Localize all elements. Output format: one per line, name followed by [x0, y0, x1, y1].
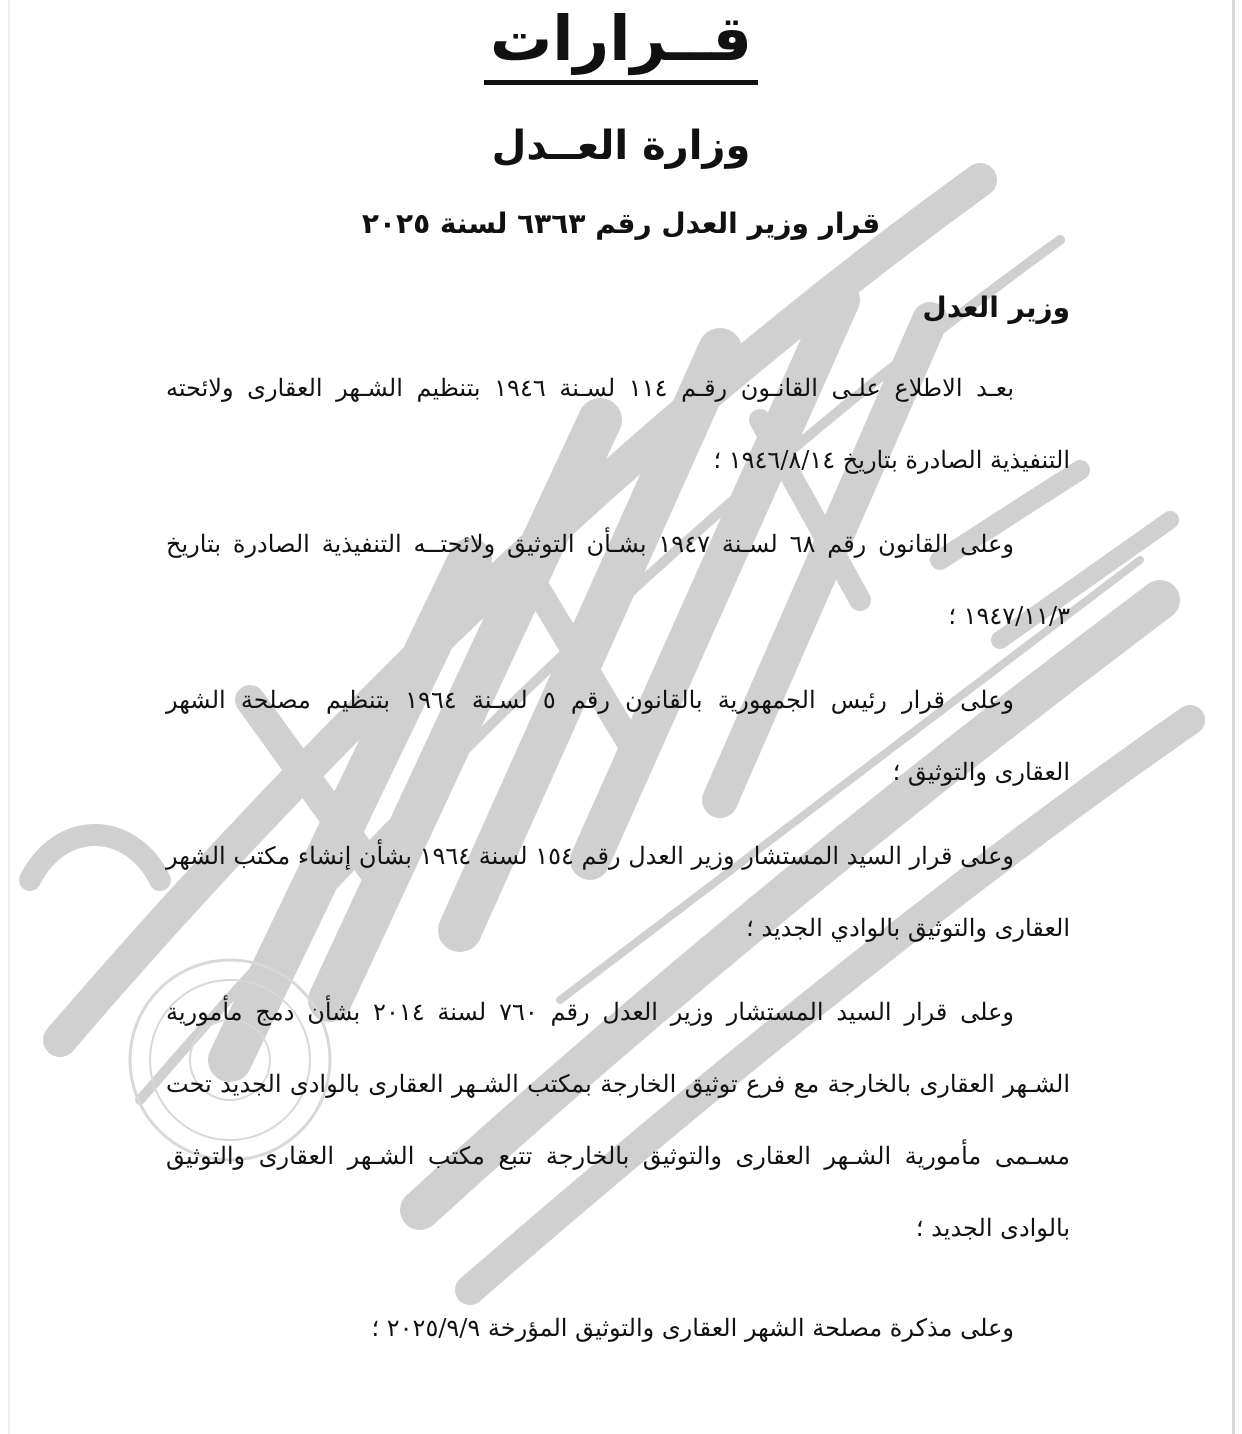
- ministry-heading: وزارة العــدل: [491, 123, 751, 169]
- preamble-paragraph: وعلى مذكرة مصلحة الشهر العقارى والتوثيق المؤرخة ٢٠٢٥/٩/٩ ؛: [371, 1314, 1014, 1342]
- preamble-paragraph: وعلى قرار السيد المستشار وزير العدل رقم ٧٦٠ لسنة ٢٠١٤ بشأن دمج مأمورية الشـهر العقارى بالخارجة مع فرع توثيق الخارجة بمكتب الشـهر العقارى بالوادى الجديد تحت مسـمى مأمورية الشـهر العقارى والتوثيق بالخارجة تتبع مكتب الشـهر العقارى والتوثيق بالوادى الجديد ؛: [166, 998, 1070, 1242]
- decree-title: قرار وزير العدل رقم ٦٣٦٣ لسنة ٢٠٢٥: [361, 207, 881, 240]
- preamble-paragraph: وعلى القانون رقم ٦٨ لسـنة ١٩٤٧ بشـأن التوثيق ولائحتــه التنفيذية الصادرة بتاريخ ١٩٤٧/١١/٣ ؛: [166, 530, 1070, 630]
- preamble-paragraph: وعلى قرار رئيس الجمهورية بالقانون رقم ٥ لسـنة ١٩٦٤ بتنظيم مصلحة الشهر العقارى والتوثيق ؛: [166, 686, 1070, 786]
- page-title-text: قــرارات: [484, 0, 758, 85]
- page-title: [0, 0, 1242, 85]
- addressee-heading: وزير العدل: [922, 291, 1070, 324]
- preamble-paragraph: بعـد الاطلاع علـى القانـون رقـم ١١٤ لسـنة ١٩٤٦ بتنظيم الشـهر العقارى ولائحته التنفيذية الصادرة بتاريخ ١٩٤٦/٨/١٤ ؛: [166, 374, 1070, 474]
- preamble-paragraph: وعلى قرار السيد المستشار وزير العدل رقم ١٥٤ لسنة ١٩٦٤ بشأن إنشاء مكتب الشهر العقارى والتوثيق بالوادي الجديد ؛: [166, 842, 1070, 942]
